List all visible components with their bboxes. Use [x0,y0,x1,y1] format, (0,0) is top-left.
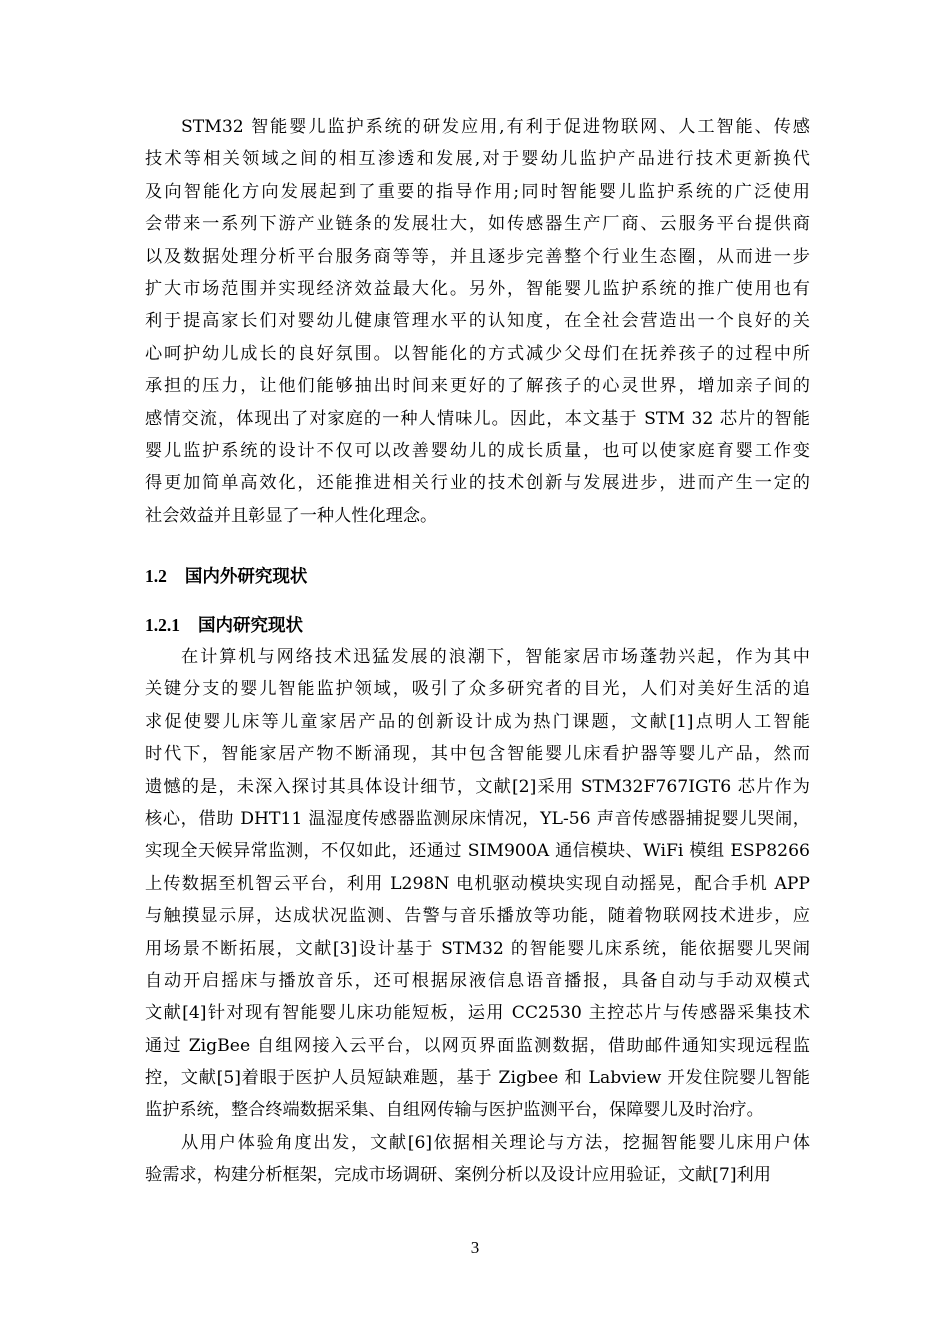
section-number: 1.2 [145,566,167,586]
text-line: 验需求，构建分析框架，完成市场调研、案例分析以及设计应用验证，文献[7]利用 [145,1165,771,1186]
text-line: 会带来一系列下游产业链条的发展壮大，如传感器生产厂商、云服务平台提供商 [145,214,810,235]
text-line: 社会效益并且彰显了一种人性化理念。 [145,505,438,526]
subsection-title: 国内研究现状 [198,616,303,636]
text-line: 感情交流，体现出了对家庭的一种人情味儿。因此，本文基于 STM 32 芯片的智能 [145,408,810,429]
text-line: 时代下，智能家居产物不断涌现，其中包含智能婴儿床看护器等婴儿产品，然而 [145,744,810,765]
page-number: 3 [470,1238,480,1257]
section-heading-1-2 [145,563,307,588]
text-line: 在计算机与网络技术迅猛发展的浪潮下，智能家居市场蓬勃兴起，作为其中 [181,647,810,667]
text-line: 扩大市场范围并实现经济效益最大化。另外，智能婴儿监护系统的推广使用也有 [145,278,810,299]
text-line: 利于提高家长们对婴幼儿健康管理水平的认知度，在全社会营造出一个良好的关 [145,311,810,332]
text-line: 及向智能化方向发展起到了重要的指导作用;同时智能婴儿监护系统的广泛使用 [145,181,810,202]
paragraph-significance [145,111,810,532]
subsection-heading-1-2-1 [145,612,303,637]
text-line: 技术等相关领域之间的相互渗透和发展,对于婴幼儿监护产品进行技术更新换代 [145,149,810,170]
paragraph-domestic-research [145,641,810,1127]
text-line: 控，文献[5]着眼于医护人员短缺难题，基于 Zigbee 和 Labview 开发住院婴儿智能 [145,1068,810,1089]
text-line: 上传数据至机智云平台，利用 L298N 电机驱动模块实现自动摇晃，配合手机 APP [145,873,810,894]
text-line: 实现全天候异常监测，不仅如此，还通过 SIM900A 通信模块、WiFi 模组 ESP8266 [145,841,810,862]
subsection-number: 1.2.1 [145,615,180,635]
text-line: 承担的压力，让他们能够抽出时间来更好的了解孩子的心灵世界，增加亲子间的 [145,376,810,397]
section-title: 国内外研究现状 [184,567,308,587]
text-line: 与触摸显示屏，达成状况监测、告警与音乐播放等功能，随着物联网技术进步，应 [145,906,810,927]
text-line: 求促使婴儿床等儿童家居产品的创新设计成为热门课题，文献[1]点明人工智能 [145,711,810,732]
text-line: 监护系统，整合终端数据采集、自组网传输与医护监测平台，保障婴儿及时治疗。 [145,1100,764,1121]
paragraph-user-experience [145,1127,810,1192]
text-line: 以及数据处理分析平台服务商等等，并且逐步完善整个行业生态圈，从而进一步 [145,246,810,267]
text-line: 得更加简单高效化，还能推进相关行业的技术创新与发展进步，进而产生一定的 [145,473,810,494]
text-line: 关键分支的婴儿智能监护领域，吸引了众多研究者的目光，人们对美好生活的追 [145,679,810,700]
text-line: 用场景不断拓展，文献[3]设计基于 STM32 的智能婴儿床系统，能依据婴儿哭闹 [145,938,810,959]
text-line: STM32 智能婴儿监护系统的研发应用,有利于促进物联网、人工智能、传感 [181,117,810,137]
text-line: 婴儿监护系统的设计不仅可以改善婴幼儿的成长质量，也可以使家庭育婴工作变 [145,440,810,461]
text-line: 文献[4]针对现有智能婴儿床功能短板，运用 CC2530 主控芯片与传感器采集技术 [145,1003,810,1024]
text-line: 遗憾的是，未深入探讨其具体设计细节，文献[2]采用 STM32F767IGT6 芯片作为 [145,776,810,797]
text-line: 核心，借助 DHT11 温湿度传感器监测尿床情况，YL-56 声音传感器捕捉婴儿哭闹， [145,808,810,829]
text-line: 自动开启摇床与播放音乐，还可根据尿液信息语音播报，具备自动与手动双模式 [145,970,810,991]
text-line: 从用户体验角度出发，文献[6]依据相关理论与方法，挖掘智能婴儿床用户体 [181,1133,810,1153]
text-line: 心呵护幼儿成长的良好氛围。以智能化的方式减少父母们在抚养孩子的过程中所 [145,343,810,364]
text-line: 通过 ZigBee 自组网接入云平台，以网页界面监测数据，借助邮件通知实现远程监 [145,1035,810,1056]
